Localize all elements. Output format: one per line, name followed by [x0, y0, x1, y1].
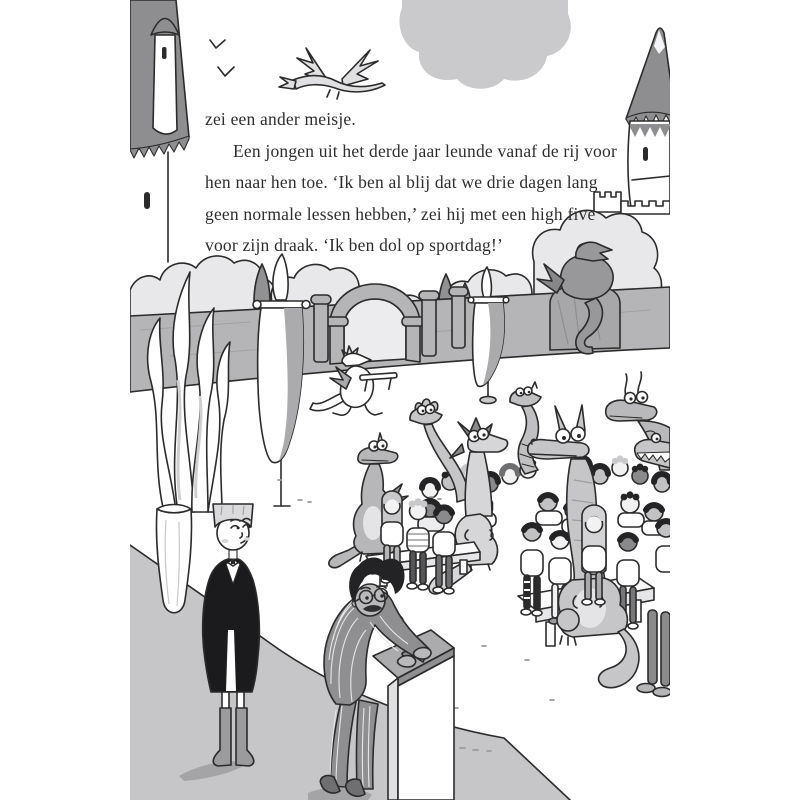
- child: [654, 474, 670, 492]
- standing-person-legs: [637, 610, 670, 697]
- audience: [329, 372, 670, 697]
- story-line: zei een ander meisje.: [205, 109, 356, 129]
- child: [612, 456, 628, 477]
- story-line: voor zijn draak. ‘Ik ben dol op sportdag!’: [205, 235, 504, 256]
- gate-post: [422, 298, 436, 356]
- hand: [414, 648, 431, 659]
- birds: [210, 40, 234, 76]
- child: [407, 498, 429, 590]
- story-line: hen naar hen toe. ‘Ik ben al blij dat we drie dagen lang: [205, 172, 598, 193]
- flying-dragon: [279, 48, 385, 99]
- gate-post: [452, 294, 465, 348]
- dragon-head: [279, 77, 296, 89]
- castle-tower-left: [130, 0, 189, 262]
- child: [656, 519, 670, 572]
- dragon-s-neck: [510, 382, 541, 474]
- hand: [398, 656, 416, 667]
- bow-tie: [231, 560, 235, 564]
- bird: [218, 67, 234, 76]
- child: [632, 464, 648, 485]
- gate-post: [314, 302, 328, 362]
- story-line: geen normale lessen hebben,’ zei hij met een high five: [205, 203, 596, 224]
- arrow-slit-window: [144, 192, 150, 209]
- story-line: Een jongen uit het derde jaar leunde vanaf de rij voor: [233, 140, 617, 161]
- story-paragraph: [205, 104, 617, 262]
- child: [422, 480, 438, 498]
- bird: [210, 40, 225, 48]
- arrow-slit-window: [643, 147, 648, 161]
- child: [536, 493, 562, 525]
- child: [618, 491, 644, 527]
- child: [502, 466, 518, 484]
- cloud: [399, 0, 570, 89]
